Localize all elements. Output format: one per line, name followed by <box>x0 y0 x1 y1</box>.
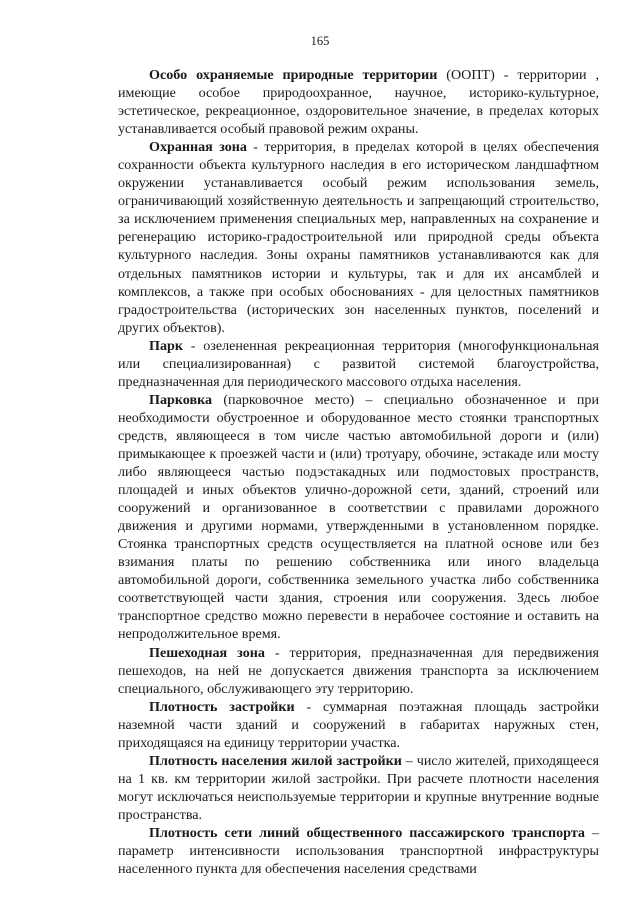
term-heading: Охранная зона <box>149 139 247 156</box>
term-definition: (парковочное место) – специально обозначенное и при необходимости обустроенное и оборудованное место стоянки транспортных средств, являющееся в том числе частью автомобильной дороги и (или) примыкающее к проезжей части и (или) тротуару, обочине, эстакаде или мосту либо являющееся частью подэстакадных или подмостовых пространств, площадей и иных объектов улично-дорожной сети, зданий, строений или сооружений и организованное в соответствии с правилами дорожного движения и другими нормами, утвержденными в установленном порядке. Стоянка транспортных средств осуществляется на платной основе или без взимания платы по решению собственника или иного владельца автомобильной дороги, собственника земельного участка либо собственника соответствующей части здания, строения или сооружения. Здесь любое транспортное средство можно перевести в нерабочее состояние и оставить на непродолжительное время. <box>118 391 599 643</box>
term-heading: Плотность сети линий общественного пассажирского транспорта <box>149 824 585 841</box>
entry-population-density <box>118 752 599 824</box>
term-definition: - суммарная поэтажная площадь застройки наземной части зданий и сооружений в габаритах наружных стен, приходящаяся на единицу территории участка. <box>118 698 599 751</box>
entry-protected-areas <box>118 66 599 138</box>
term-definition: - территория, предназначенная для передвижения пешеходов, на ней не допускается движения транспорта за исключением специального, обслуживающего эту территорию. <box>118 644 599 697</box>
entry-protection-zone <box>118 138 599 337</box>
term-definition: – параметр интенсивности использования транспортной инфраструктуры населенного пункта для обеспечения населения средствами <box>118 824 599 878</box>
entry-transit-network-density <box>118 824 599 878</box>
term-heading: Парк <box>149 337 183 354</box>
page-number: 165 <box>310 34 330 48</box>
term-definition: - территория, в пределах которой в целях обеспечения сохранности объекта культурного наследия в его историческом ландшафтном окружении устанавливается особый режим использования земель, ограничивающий хозяйственную деятельность и запрещающий строительство, за исключением применения специальных мер, направленных на сохранение и регенерацию историко-градостроительной или природной среды объекта культурного наследия. Зоны охраны памятников устанавливаются как для отдельных памятников истории и культуры, так и для их ансамблей и комплексов, а также при особых обоснованиях - для целостных памятников градостроительства (исторических зон населенных пунктов, поселений и других объектов). <box>118 139 599 336</box>
term-heading: Плотность застройки <box>149 698 295 715</box>
glossary-body <box>118 66 599 878</box>
entry-park <box>118 337 599 391</box>
term-heading: Парковка <box>149 391 213 408</box>
term-definition: - озелененная рекреационная территория (многофункциональная или специализированная) с развитой системой благоустройства, предназначенная для периодического массового отдыха населения. <box>118 337 599 390</box>
entry-building-density <box>118 698 599 752</box>
entry-pedestrian-zone <box>118 644 599 698</box>
term-definition: – число жителей, приходящееся на 1 кв. км территории жилой застройки. При расчете плотности населения могут исключаться неиспользуемые территории и крупные внутренние водные пространства. <box>118 752 600 823</box>
term-definition: (ООПТ) - территории , имеющие особое природоохранное, научное, историко-культурное, эстетическое, рекреационное, оздоровительное значение, в пределах которых устанавливается особый правовой режим охраны. <box>118 67 599 138</box>
entry-parking <box>118 391 599 644</box>
term-heading: Пешеходная зона <box>149 644 265 661</box>
term-heading: Особо охраняемые природные территории <box>149 67 438 83</box>
term-heading: Плотность населения жилой застройки <box>149 752 402 769</box>
